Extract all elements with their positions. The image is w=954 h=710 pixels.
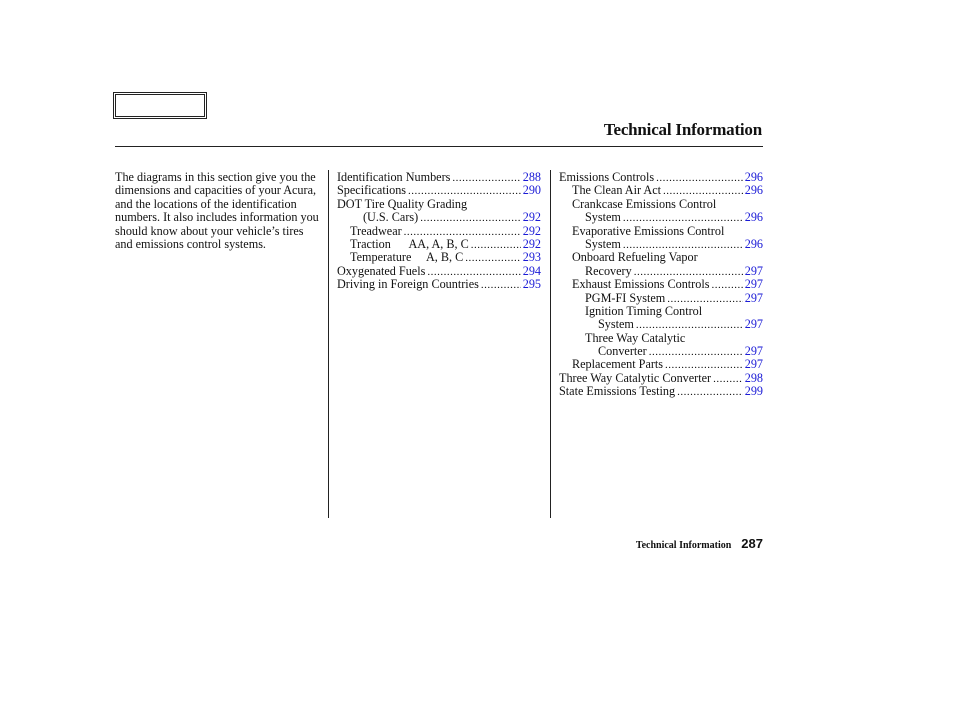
toc-entry-label: DOT Tire Quality Grading	[337, 196, 468, 211]
toc-page-link[interactable]: 296	[744, 210, 763, 225]
toc-entry-label: Treadwear	[350, 223, 402, 238]
toc-entry[interactable]	[337, 171, 541, 184]
toc-entry-label: (U.S. Cars)	[363, 210, 419, 225]
toc-entry[interactable]	[559, 238, 763, 251]
toc-entry-label: System	[598, 317, 634, 332]
toc-entry-label: System	[585, 236, 621, 251]
toc-entry-label: Emissions Controls	[559, 170, 655, 184]
toc-entry[interactable]	[559, 278, 763, 291]
column-divider-2	[550, 170, 551, 518]
leader-dots	[481, 279, 521, 292]
toc-entry-label: Exhaust Emissions Controls	[572, 277, 710, 292]
toc-entry-label: Ignition Timing Control	[585, 303, 703, 318]
toc-entry-heading	[337, 198, 541, 211]
toc-page-link[interactable]: 292	[522, 236, 541, 251]
toc-page-link[interactable]: 298	[744, 370, 763, 385]
section-title: Technical Information	[603, 120, 762, 139]
toc-entry-label: Identification Numbers	[337, 170, 451, 184]
leader-dots	[420, 212, 521, 225]
toc-page-link[interactable]: 295	[522, 277, 541, 292]
toc-page-link[interactable]: 297	[744, 263, 763, 278]
toc-entry[interactable]	[337, 225, 541, 238]
toc-entry[interactable]	[337, 238, 541, 251]
toc-entry-heading	[559, 251, 763, 264]
leader-dots	[452, 172, 520, 185]
toc-page-link[interactable]: 297	[744, 344, 763, 359]
page-number: 287	[741, 536, 763, 551]
toc-entry[interactable]	[337, 251, 541, 264]
toc-entry[interactable]	[559, 318, 763, 331]
toc-entry-label: Evaporative Emissions Control	[572, 223, 725, 238]
toc-page-link[interactable]: 292	[522, 223, 541, 238]
toc-entry-heading	[559, 332, 763, 345]
toc-entry-label: Traction AA, A, B, C	[350, 236, 469, 251]
toc-column-2	[559, 171, 763, 399]
footer-section-name: Technical Information	[635, 540, 732, 551]
page-footer	[636, 536, 763, 551]
toc-entry[interactable]	[337, 211, 541, 224]
toc-entry-label: Crankcase Emissions Control	[572, 196, 717, 211]
toc-entry-label: Specifications	[337, 183, 407, 198]
toc-entry[interactable]	[559, 385, 763, 398]
toc-entry-label: Oxygenated Fuels	[337, 263, 426, 278]
toc-page-link[interactable]: 297	[744, 357, 763, 372]
toc-entry[interactable]	[337, 265, 541, 278]
leader-dots	[471, 239, 521, 252]
toc-column-1	[337, 171, 541, 292]
toc-entry-label: Temperature A, B, C	[350, 250, 464, 265]
toc-entry-label: Three Way Catalytic Converter	[559, 370, 712, 385]
toc-entry[interactable]	[559, 171, 763, 184]
toc-entry[interactable]	[559, 358, 763, 371]
toc-page-link[interactable]: 296	[744, 236, 763, 251]
section-tab-box	[113, 92, 207, 119]
toc-entry-label: Three Way Catalytic	[585, 330, 686, 345]
toc-page-link[interactable]: 290	[522, 183, 541, 198]
toc-entry[interactable]	[337, 184, 541, 197]
intro-paragraph: The diagrams in this section give you the dimensions and capacities of your Acura, and the locations of the identification numbers. It also includes information you should know about your vehicle’s tires and emissions control systems.	[115, 170, 319, 252]
toc-page-link[interactable]: 297	[744, 290, 763, 305]
toc-entry[interactable]	[559, 265, 763, 278]
toc-entry-label: Onboard Refueling Vapor	[572, 250, 698, 265]
toc-entry[interactable]	[559, 184, 763, 197]
column-divider-1	[328, 170, 329, 518]
leader-dots	[713, 373, 743, 386]
toc-page-link[interactable]: 297	[744, 317, 763, 332]
toc-entry[interactable]	[559, 211, 763, 224]
toc-entry-label: Recovery	[585, 263, 632, 278]
toc-entry-label: Driving in Foreign Countries	[337, 277, 479, 292]
toc-entry-heading	[559, 305, 763, 318]
leader-dots	[677, 386, 743, 399]
toc-entry-heading	[559, 198, 763, 211]
header-rule	[115, 146, 763, 147]
leader-dots	[711, 279, 742, 292]
toc-page-link[interactable]: 292	[522, 210, 541, 225]
toc-entry-label: System	[585, 210, 621, 225]
leader-dots	[465, 252, 521, 265]
leader-dots	[656, 172, 743, 185]
toc-entry-label: State Emissions Testing	[559, 384, 676, 399]
toc-page-link[interactable]: 299	[744, 384, 763, 399]
toc-entry[interactable]	[559, 345, 763, 358]
toc-page-link[interactable]: 293	[522, 250, 541, 265]
toc-page-link[interactable]: 294	[522, 263, 541, 278]
toc-entry-heading	[559, 225, 763, 238]
toc-page-link[interactable]: 297	[744, 277, 763, 292]
toc-entry-label: Replacement Parts	[572, 357, 664, 372]
toc-entry-label: The Clean Air Act	[572, 183, 662, 198]
toc-page-link[interactable]: 296	[744, 170, 763, 184]
toc-entry-label: PGM-FI System	[585, 290, 666, 305]
toc-page-link[interactable]: 288	[522, 170, 541, 184]
toc-entry[interactable]	[559, 292, 763, 305]
toc-entry[interactable]	[559, 372, 763, 385]
toc-entry[interactable]	[337, 278, 541, 291]
toc-entry-label: Converter	[598, 344, 647, 359]
toc-page-link[interactable]: 296	[744, 183, 763, 198]
